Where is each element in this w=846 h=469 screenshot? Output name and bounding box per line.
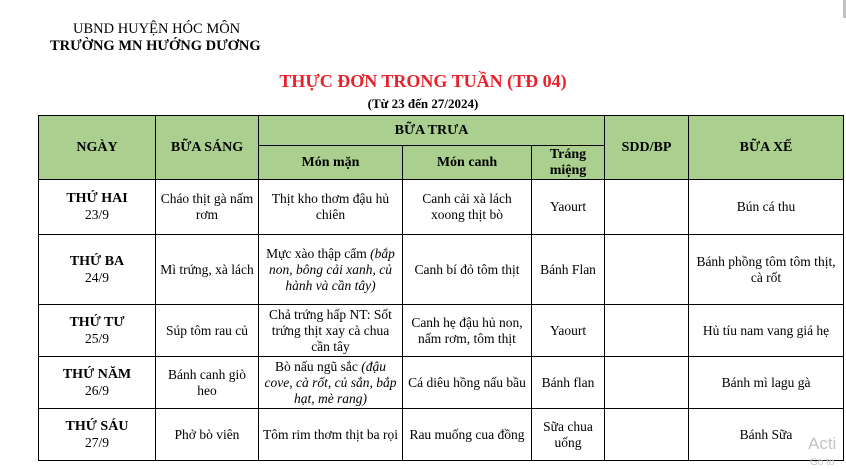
day-name: THỨ SÁU: [65, 418, 129, 434]
savory-cell: [259, 357, 403, 409]
breakfast-cell: Bánh canh giò heo: [156, 357, 259, 409]
table-row: [39, 409, 844, 461]
menu-date-range: (Từ 23 đến 27/2024): [367, 96, 479, 111]
day-date: 23/9: [84, 207, 109, 222]
sdd-cell: [605, 357, 689, 409]
savory-cell: [259, 409, 403, 461]
day-name: THỨ HAI: [66, 191, 128, 206]
weekly-menu-table: [38, 115, 844, 461]
day-date: 26/9: [84, 382, 109, 398]
savory-cell: [259, 180, 403, 235]
day-date: 27/9: [84, 434, 109, 450]
table-row: [39, 305, 844, 357]
sdd-cell: [605, 305, 689, 357]
col-header-soup: Món canh: [403, 146, 532, 180]
snack-cell: Bánh mì lagu gà: [689, 357, 844, 409]
dessert-cell: Bánh flan: [532, 357, 605, 409]
savory-cell: [259, 305, 403, 357]
dessert-cell: Sữa chua uống: [532, 409, 605, 461]
savory-dish: Thịt kho thơm đậu hủ chiên: [271, 191, 390, 222]
col-header-dessert: Tráng miệng: [532, 146, 605, 180]
day-cell: [39, 180, 156, 235]
day-cell: [39, 409, 156, 461]
activation-watermark: Acti: [808, 434, 837, 453]
snack-cell: Hủ tíu nam vang giá hẹ: [689, 305, 844, 357]
table-row: [39, 235, 844, 305]
breakfast-cell: Phở bò viên: [156, 409, 259, 461]
snack-cell: Bún cá thu: [689, 180, 844, 235]
savory-dish: Mực xào thập cẩm: [266, 245, 367, 261]
soup-cell: Canh hẹ đậu hủ non, nấm rơm, tôm thịt: [403, 305, 532, 357]
col-header-breakfast: BỮA SÁNG: [156, 116, 259, 180]
district-name: UBND HUYỆN HÓC MÔN: [73, 21, 241, 37]
table-row: [39, 180, 844, 235]
sdd-cell: [605, 235, 689, 305]
savory-dish: Chả trứng hấp NT: Sốt trứng thịt xay cà chua cần tây: [269, 306, 392, 354]
soup-cell: Cá diêu hồng nấu bầu: [403, 357, 532, 409]
menu-title: THỰC ĐƠN TRONG TUẦN (TĐ 04): [279, 71, 567, 91]
sdd-cell: [605, 180, 689, 235]
day-name: THỨ NĂM: [62, 366, 132, 382]
dessert-cell: Yaourt: [532, 180, 605, 235]
savory-cell: [259, 235, 403, 305]
day-cell: [39, 235, 156, 305]
savory-note: (bắp non, bông cải xanh, củ hành và cần tây): [269, 245, 395, 293]
breakfast-cell: Mì trứng, xà lách: [156, 235, 259, 305]
soup-cell: Canh cải xà lách xoong thịt bò: [403, 180, 532, 235]
table-row: [39, 357, 844, 409]
savory-dish: Tôm rim thơm thịt ba rọi: [263, 426, 398, 442]
breakfast-cell: Súp tôm rau củ: [156, 305, 259, 357]
day-date: 24/9: [84, 269, 109, 285]
savory-note: (đậu cove, cà rốt, củ sắn, bắp hạt, mè rang): [264, 358, 397, 406]
col-header-snack: BỮA XẾ: [689, 116, 844, 180]
snack-cell: Bánh phồng tôm tôm thịt, cà rốt: [689, 235, 844, 305]
school-name: TRƯỜNG MN HƯỚNG DƯƠNG: [50, 38, 261, 54]
savory-dish: Bò nấu ngũ sắc: [275, 358, 358, 374]
col-header-savory: Món mặn: [259, 146, 403, 180]
day-cell: [39, 357, 156, 409]
col-header-sdd: SDD/BP: [605, 116, 689, 180]
col-header-lunch: BỮA TRƯA: [259, 116, 605, 146]
header-row-1: [39, 116, 844, 146]
sdd-cell: [605, 409, 689, 461]
dessert-cell: Bánh Flan: [532, 235, 605, 305]
soup-cell: Rau muống cua đồng: [403, 409, 532, 461]
col-header-day: NGÀY: [39, 116, 156, 180]
day-cell: [39, 305, 156, 357]
day-date: 25/9: [84, 330, 109, 346]
snack-cell: Bánh Sữa: [689, 409, 844, 461]
activation-watermark-sub: Go to: [810, 457, 835, 468]
day-name: THỨ BA: [69, 253, 125, 269]
breakfast-cell: Cháo thịt gà nấm rơm: [156, 180, 259, 235]
day-name: THỨ TƯ: [69, 314, 125, 330]
soup-cell: Canh bí đỏ tôm thịt: [403, 235, 532, 305]
dessert-cell: Yaourt: [532, 305, 605, 357]
